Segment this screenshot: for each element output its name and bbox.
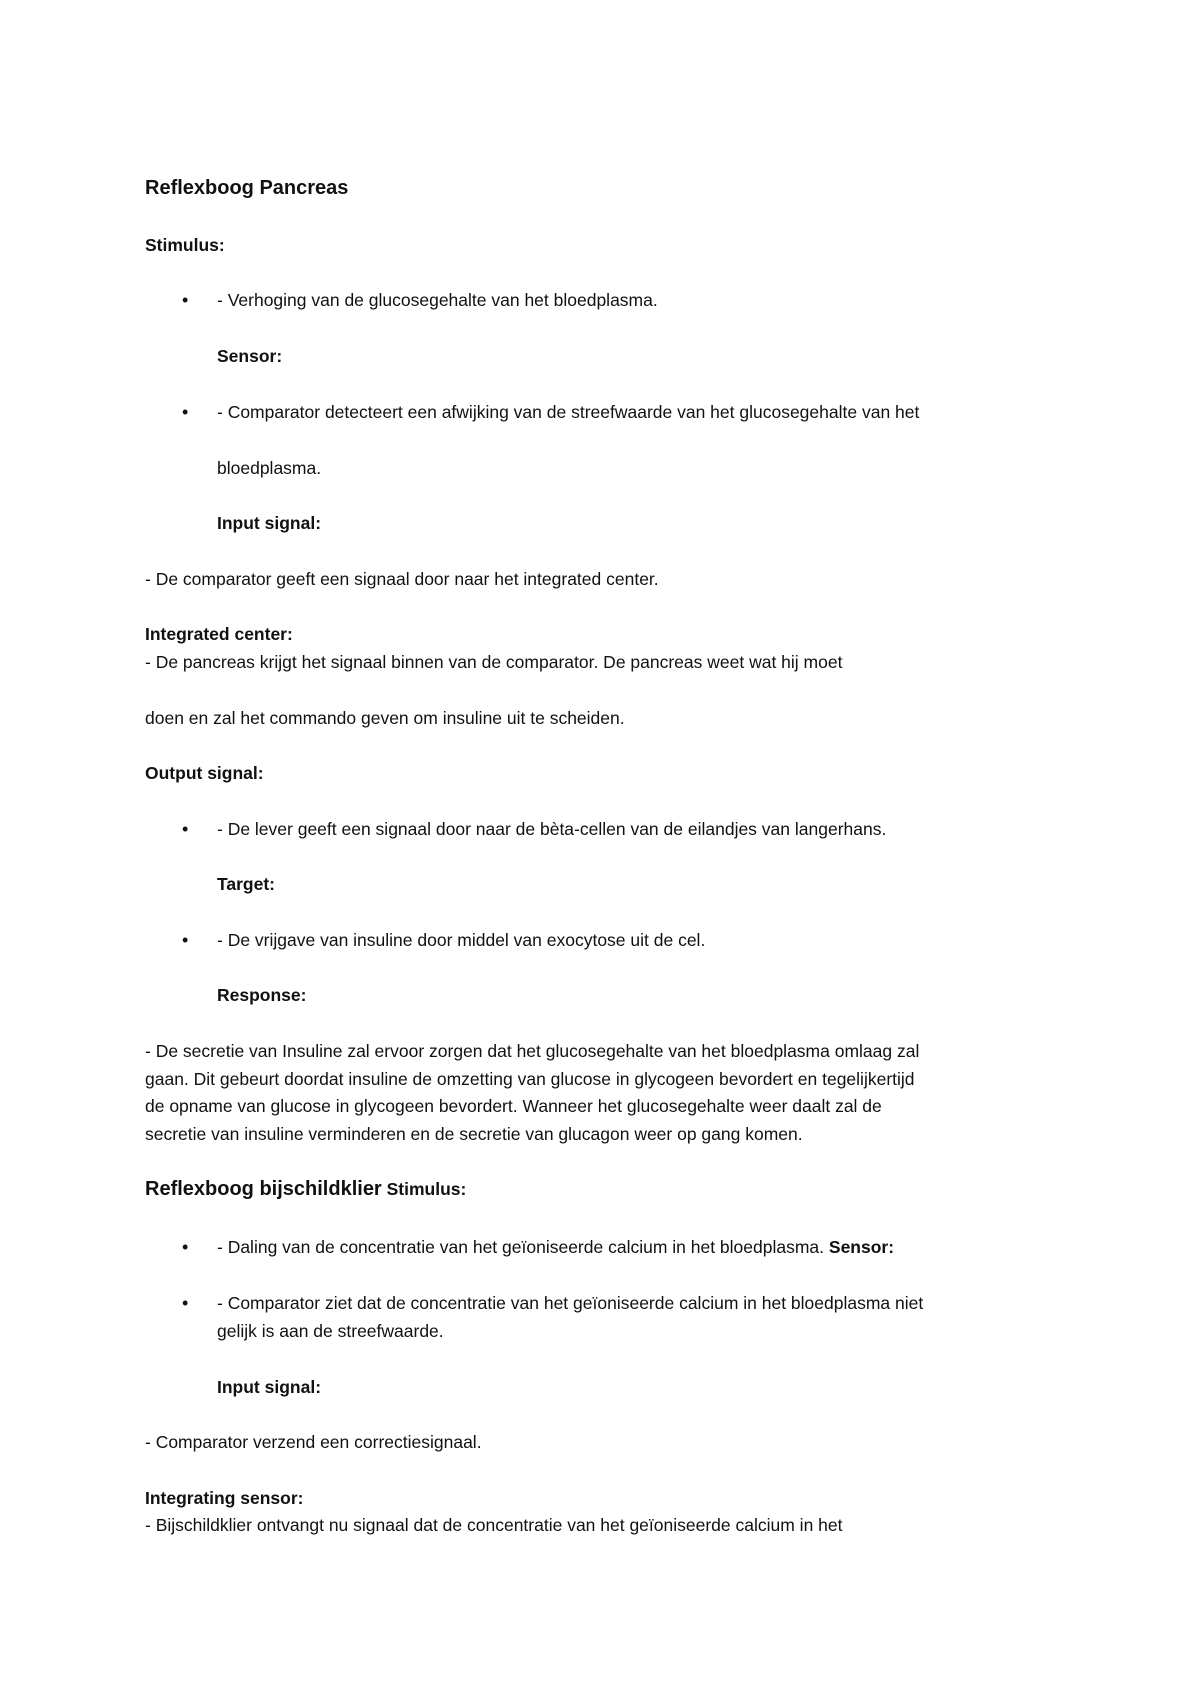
bullet-icon: •	[182, 1237, 189, 1257]
stimulus-label: Stimulus:	[145, 235, 225, 255]
input-signal-label: Input signal:	[217, 513, 322, 533]
stimulus-label: Stimulus:	[386, 1179, 467, 1199]
integrated-center-line2: doen en zal het commando geven om insuline uit te scheiden.	[145, 708, 625, 728]
response-line: - De secretie van Insuline zal ervoor zorgen dat het glucosegehalte van het bloedplasma omlaag zal	[145, 1041, 920, 1061]
target-label: Target:	[217, 874, 276, 894]
sensor-item-line2: bloedplasma.	[217, 458, 322, 478]
bullet-icon: •	[182, 1293, 189, 1313]
bullet-icon: •	[182, 930, 189, 950]
stimulus-item: - Verhoging van de glucosegehalte van het bloedplasma.	[217, 290, 658, 310]
input-signal-text: - De comparator geeft een signaal door naar het integrated center.	[145, 569, 659, 589]
output-signal-item: - De lever geeft een signaal door naar de bèta-cellen van de eilandjes van langerhans.	[217, 819, 887, 839]
sensor-label: Sensor:	[828, 1237, 895, 1257]
bullet-icon: •	[182, 402, 189, 422]
response-line: gaan. Dit gebeurt doordat insuline de omzetting van glucose in glycogeen bevordert en tegelijkertijd	[145, 1069, 915, 1089]
integrating-sensor-label: Integrating sensor:	[145, 1488, 304, 1508]
target-item: - De vrijgave van insuline door middel van exocytose uit de cel.	[217, 930, 706, 950]
input-signal-label: Input signal:	[217, 1377, 322, 1397]
input-signal-text: - Comparator verzend een correctiesignaal.	[145, 1432, 482, 1452]
sensor-item-line2: gelijk is aan de streefwaarde.	[217, 1321, 444, 1341]
response-line: secretie van insuline verminderen en de secretie van glucagon weer op gang komen.	[145, 1124, 803, 1144]
sensor-label: Sensor:	[217, 346, 283, 366]
integrated-center-line1: - De pancreas krijgt het signaal binnen van de comparator. De pancreas weet wat hij moet	[145, 652, 843, 672]
section-heading-bijschildklier	[145, 1178, 466, 1200]
sensor-item-line1: - Comparator ziet dat de concentratie van het geïoniseerde calcium in het bloedplasma niet	[217, 1293, 924, 1313]
sensor-item-line1: - Comparator detecteert een afwijking van de streefwaarde van het glucosegehalte van het	[217, 402, 920, 422]
response-label: Response:	[217, 985, 307, 1005]
bullet-icon: •	[182, 819, 189, 839]
output-signal-label: Output signal:	[145, 763, 264, 783]
integrated-center-label: Integrated center:	[145, 624, 293, 644]
stimulus-item-text: - Daling van de concentratie van het geïoniseerde calcium in het bloedplasma.	[217, 1237, 825, 1257]
section-title-pancreas: Reflexboog Pancreas	[145, 177, 349, 199]
section-title-bijschildklier: Reflexboog bijschildklier	[145, 1178, 382, 1200]
response-line: de opname van glucose in glycogeen bevordert. Wanneer het glucosegehalte weer daalt zal de	[145, 1096, 882, 1116]
bullet-icon: •	[182, 290, 189, 310]
integrating-sensor-line1: - Bijschildklier ontvangt nu signaal dat de concentratie van het geïoniseerde calcium in het	[145, 1515, 843, 1535]
stimulus-item	[217, 1236, 894, 1258]
